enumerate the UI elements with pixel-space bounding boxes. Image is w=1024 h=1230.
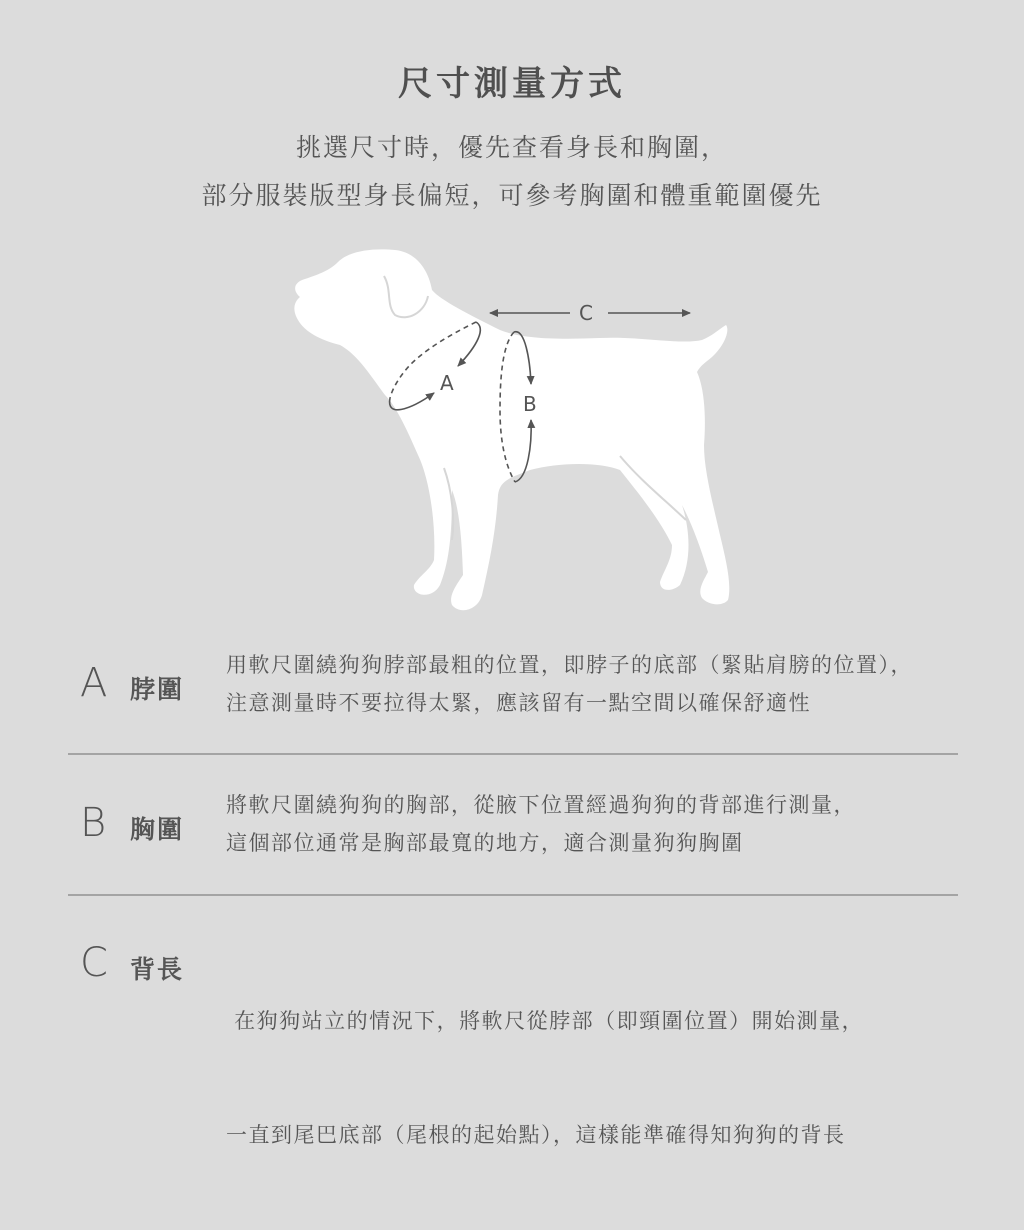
section-label: 背長 [130, 955, 185, 984]
section-back-length [68, 928, 958, 1147]
page-title: 尺寸測量方式 [398, 64, 626, 104]
section-letter: A [80, 660, 108, 706]
label-c: C [579, 301, 593, 325]
section-letter: B [80, 800, 107, 846]
divider [68, 894, 958, 896]
section-chest [68, 788, 958, 878]
description-line: 這個部位通常是胸部最寬的地方，適合測量狗狗胸圍 [226, 831, 744, 855]
section-neck [68, 648, 958, 738]
divider [68, 753, 958, 755]
label-a: A [440, 371, 454, 395]
section-description [226, 646, 913, 722]
description-line: 注意測量時不要拉得太緊，應該留有一點空間以確保舒適性 [226, 691, 811, 715]
section-description [226, 926, 864, 1230]
subtitle-line-1: 挑選尺寸時，優先查看身長和胸圍， [295, 133, 728, 162]
description-line: 在狗狗站立的情況下，將軟尺從脖部（即頸圍位置）開始測量， [226, 1009, 865, 1033]
section-label: 胸圍 [130, 815, 185, 844]
description-line: 用軟尺圍繞狗狗脖部最粗的位置，即脖子的底部（緊貼肩膀的位置）， [226, 653, 913, 677]
description-line: 一直到尾巴底部（尾根的起始點），這樣能準確得知狗狗的背長 [226, 1123, 846, 1147]
section-label: 脖圍 [130, 675, 185, 704]
dog-measurement-diagram [280, 240, 740, 620]
label-b: B [523, 392, 537, 416]
dog-silhouette-icon [294, 249, 729, 610]
section-description [226, 786, 856, 862]
description-line: 將軟尺圍繞狗狗的胸部，從腋下位置經過狗狗的背部進行測量， [226, 793, 856, 817]
section-letter: C [80, 940, 108, 986]
subtitle-line-2: 部分服裝版型身長偏短，可參考胸圍和體重範圍優先 [201, 181, 823, 210]
